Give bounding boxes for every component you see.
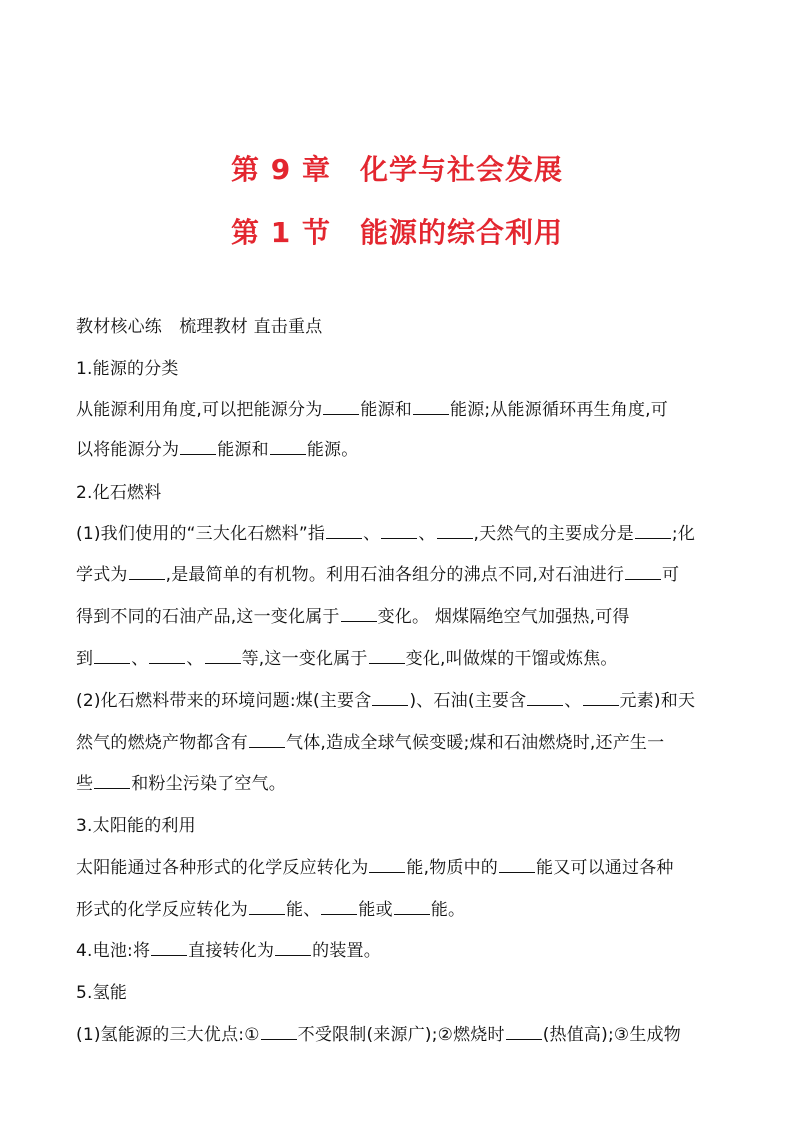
answer-blank[interactable] bbox=[527, 690, 563, 706]
answer-blank[interactable] bbox=[381, 523, 417, 539]
answer-blank[interactable] bbox=[635, 523, 671, 539]
answer-blank[interactable] bbox=[326, 523, 362, 539]
section-heading-energy-classification: 1.能源的分类 bbox=[76, 359, 179, 379]
text-line: 些 和粉尘污染了空气。 bbox=[76, 774, 287, 794]
answer-blank[interactable] bbox=[323, 399, 359, 415]
answer-blank[interactable] bbox=[437, 523, 473, 539]
section-title: 第 1 节 能源的综合利用 bbox=[231, 216, 563, 249]
answer-blank[interactable] bbox=[94, 648, 130, 664]
answer-blank[interactable] bbox=[275, 940, 311, 956]
text-line: (1)我们使用的“三大化石燃料”指 、 、 ,天然气的主要成分是 ;化 bbox=[76, 524, 696, 544]
answer-blank[interactable] bbox=[369, 648, 405, 664]
answer-blank[interactable] bbox=[369, 857, 405, 873]
answer-blank[interactable] bbox=[94, 773, 130, 789]
text-line: (1)氢能源的三大优点:① 不受限制(来源广);②燃烧时 (热值高);③生成物 bbox=[76, 1025, 681, 1045]
answer-blank[interactable] bbox=[249, 899, 285, 915]
exercise-subtitle: 教材核心练 梳理教材 直击重点 bbox=[76, 317, 323, 337]
answer-blank[interactable] bbox=[506, 1024, 542, 1040]
answer-blank[interactable] bbox=[625, 564, 661, 580]
answer-blank[interactable] bbox=[321, 899, 357, 915]
text-line: 以将能源分为 能源和 能源。 bbox=[76, 440, 359, 460]
answer-blank[interactable] bbox=[372, 690, 408, 706]
text-line: (2)化石燃料带来的环境问题:煤(主要含 )、石油(主要含 、 元素)和天 bbox=[76, 691, 696, 711]
answer-blank[interactable] bbox=[394, 899, 430, 915]
section-heading-solar-energy: 3.太阳能的利用 bbox=[76, 816, 196, 836]
text-line: 然气的燃烧产物都含有 气体,造成全球气候变暖;煤和石油燃烧时,还产生一 bbox=[76, 733, 665, 753]
section-heading-hydrogen: 5.氢能 bbox=[76, 983, 128, 1003]
chapter-title: 第 9 章 化学与社会发展 bbox=[231, 153, 563, 186]
answer-blank[interactable] bbox=[270, 439, 306, 455]
section-heading-fossil-fuels: 2.化石燃料 bbox=[76, 483, 162, 503]
answer-blank[interactable] bbox=[249, 732, 285, 748]
answer-blank[interactable] bbox=[180, 439, 216, 455]
text-line: 到 、 、 等,这一变化属于 变化,叫做煤的干馏或炼焦。 bbox=[76, 649, 618, 669]
text-line: 学式为 ,是最简单的有机物。利用石油各组分的沸点不同,对石油进行 可 bbox=[76, 565, 680, 585]
text-line: 得到不同的石油产品,这一变化属于 变化。 烟煤隔绝空气加强热,可得 bbox=[76, 607, 630, 627]
text-line: 从能源利用角度,可以把能源分为 能源和 能源;从能源循环再生角度,可 bbox=[76, 400, 668, 420]
answer-blank[interactable] bbox=[413, 399, 449, 415]
answer-blank[interactable] bbox=[261, 1024, 297, 1040]
text-line: 太阳能通过各种形式的化学反应转化为 能,物质中的 能又可以通过各种 bbox=[76, 858, 674, 878]
text-line-battery: 4.电池:将 直接转化为 的装置。 bbox=[76, 941, 381, 961]
answer-blank[interactable] bbox=[499, 857, 535, 873]
answer-blank[interactable] bbox=[151, 940, 187, 956]
answer-blank[interactable] bbox=[205, 648, 241, 664]
text-line: 形式的化学反应转化为 能、 能或 能。 bbox=[76, 900, 466, 920]
answer-blank[interactable] bbox=[129, 564, 165, 580]
answer-blank[interactable] bbox=[583, 690, 619, 706]
answer-blank[interactable] bbox=[149, 648, 185, 664]
answer-blank[interactable] bbox=[341, 606, 377, 622]
